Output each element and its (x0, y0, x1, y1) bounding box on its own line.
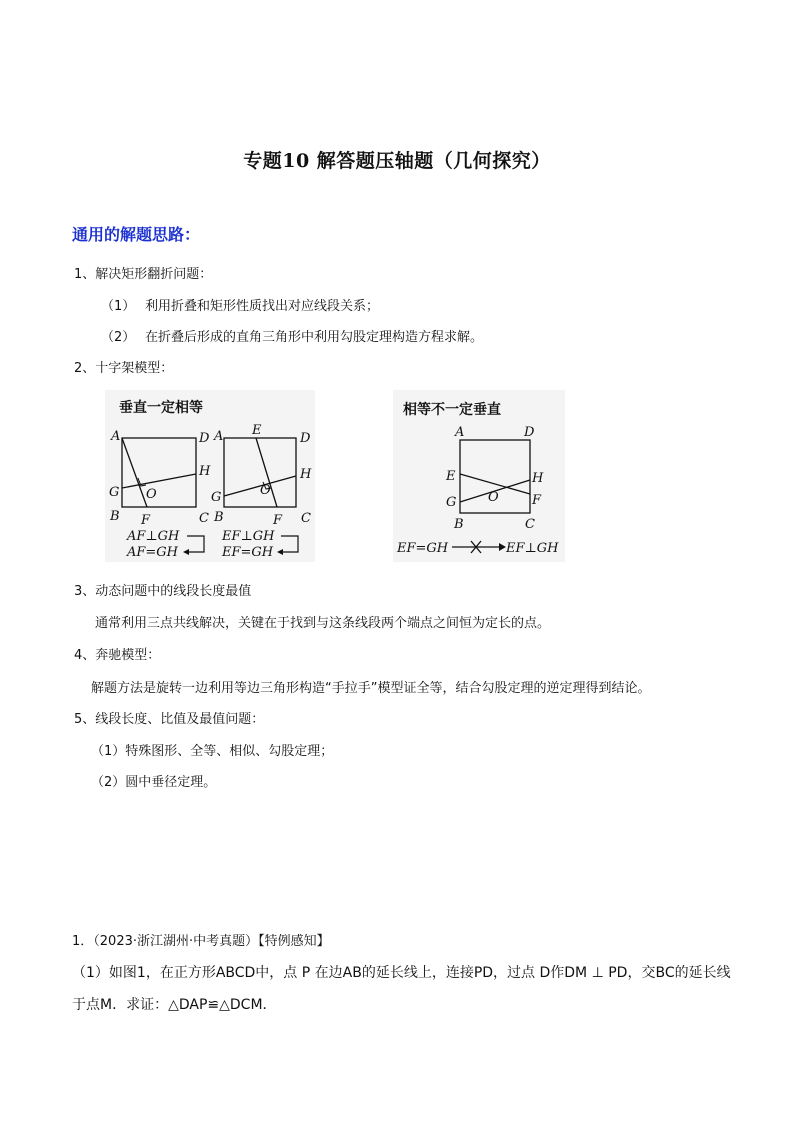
svg-text:F: F (532, 493, 542, 508)
svg-text:E: E (252, 423, 262, 438)
svg-text:E: E (446, 469, 456, 484)
relation-ef-eq-gh: EF=GH (222, 545, 274, 560)
question-1-line-2: 于点M．求证：△DAP≌△DCM． (72, 997, 277, 1013)
section-heading: 通用的解题思路： (72, 225, 201, 244)
relation-ef-perp-gh: EF⊥GH (222, 529, 275, 544)
item-1-sub-2-text: 在折叠后形成的直角三角形中利用勾股定理构造方程求解。 (145, 330, 484, 345)
relation-ef-eq-gh-right: EF=GH (397, 541, 449, 556)
svg-text:C: C (199, 511, 209, 526)
svg-text:D: D (199, 431, 210, 446)
item-1-sub-2-num: （2） (101, 330, 136, 345)
item-3-label: 3、动态问题中的线段长度最值 (74, 584, 252, 599)
svg-text:A: A (111, 429, 121, 444)
svg-text:G: G (446, 495, 457, 510)
item-1-label: 1、解决矩形翻折问题： (74, 267, 213, 282)
svg-text:B: B (214, 510, 224, 525)
svg-text:G: G (211, 490, 222, 505)
svg-text:F: F (273, 513, 283, 528)
svg-text:H: H (300, 467, 312, 482)
question-1-head: 1．（2023·浙江湖州·中考真题）【特例感知】 (72, 934, 330, 949)
item-5-label: 5、线段长度、比值及最值问题： (74, 712, 265, 727)
page-title: 专题10 解答题压轴题（几何探究） (243, 150, 551, 172)
svg-text:H: H (199, 464, 211, 479)
item-1-sub-1-text: 利用折叠和矩形性质找出对应线段关系； (145, 299, 380, 314)
svg-text:B: B (454, 517, 464, 532)
relation-af-perp-gh: AF⊥GH (127, 529, 180, 544)
svg-text:C: C (525, 517, 535, 532)
svg-text:A: A (455, 425, 465, 440)
svg-text:G: G (109, 485, 120, 500)
figure-right-caption: 相等不一定垂直 (403, 402, 501, 418)
relation-ef-perp-gh-right: EF⊥GH (506, 541, 559, 556)
figure-equal-not-necessarily-perpendicular (393, 390, 565, 562)
svg-text:C: C (301, 511, 311, 526)
item-3-body: 通常利用三点共线解决，关键在于找到与这条线段两个端点之间恒为定长的点。 (95, 616, 551, 631)
item-4-body: 解题方法是旋转一边利用等边三角形构造“手拉手”模型证全等，结合勾股定理的逆定理得到结论。 (91, 681, 651, 696)
item-5-sub-1: （1）特殊图形、全等、相似、勾股定理； (91, 744, 334, 759)
svg-text:O: O (146, 487, 157, 502)
question-1-line-1: （1）如图1，在正方形ABCD中，点 P 在边AB的延长线上，连接PD，过点 D作DM ⊥ PD，交BC的延长线 (72, 965, 731, 981)
svg-text:O: O (488, 490, 499, 505)
figure-perpendicular-implies-equal (105, 390, 315, 562)
svg-text:H: H (532, 471, 544, 486)
item-5-sub-2: （2）圆中垂径定理。 (91, 775, 217, 790)
svg-text:A: A (214, 429, 224, 444)
svg-text:D: D (300, 431, 311, 446)
svg-text:B: B (110, 509, 120, 524)
item-1-sub-1-num: （1） (101, 299, 136, 314)
svg-text:F: F (141, 513, 151, 528)
item-4-label: 4、奔驰模型： (74, 648, 161, 663)
svg-text:D: D (524, 425, 535, 440)
item-2-label: 2、十字架模型： (74, 361, 174, 376)
svg-text:O: O (260, 483, 271, 498)
relation-af-eq-gh: AF=GH (127, 545, 179, 560)
figure-left-caption: 垂直一定相等 (119, 400, 203, 416)
